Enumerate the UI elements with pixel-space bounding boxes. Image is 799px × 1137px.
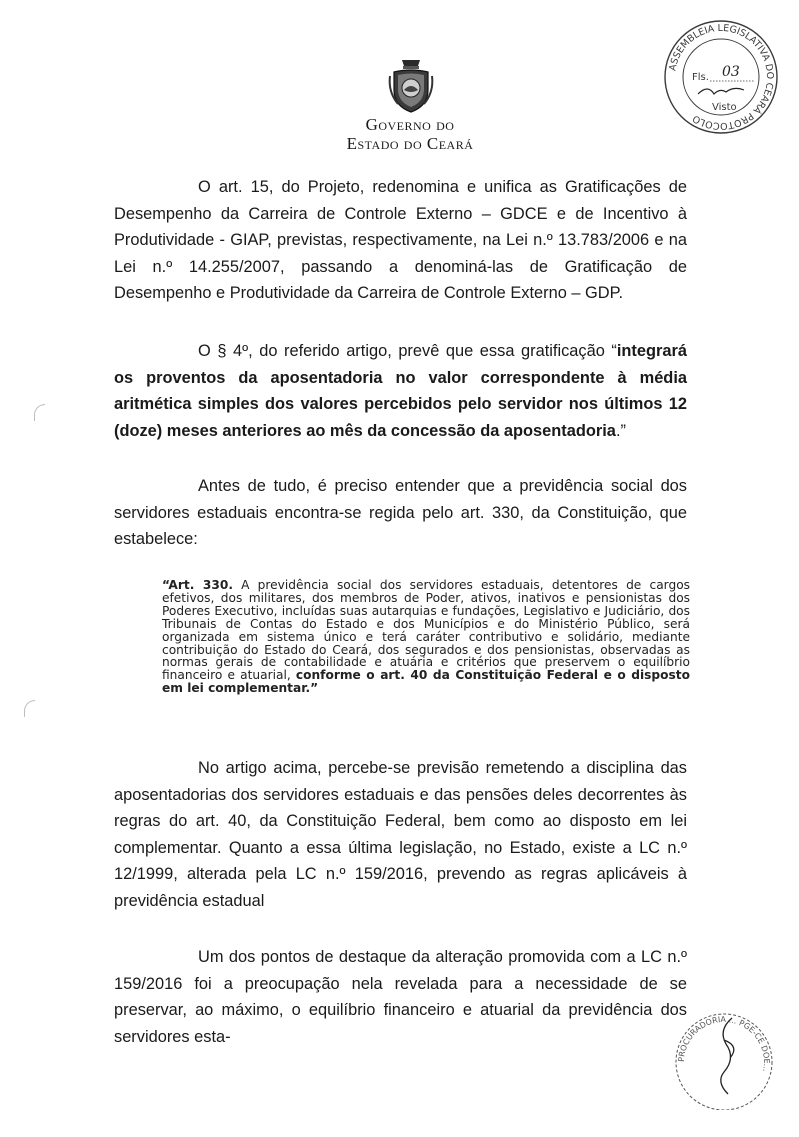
stamp-bottom-ring-text: PROCURADORIA ... PGE-CE DOE... — [676, 1014, 772, 1073]
quote-bold-text: conforme o art. 40 da Constituição Federal e o disposto em lei complementar.” — [162, 668, 690, 696]
paragraph-1-text: O art. 15, do Projeto, redenomina e unifica as Gratificações de Desempenho da Carreira de Controle Externo – GDCE e de Incentivo à Produtividade - GIAP, previstas, respectivamente, na Lei n.º 13.783/2006 e na Lei n.º 14.255/2007, passando a denominá-las de Gratificação de Desempenho e Produtividade da Carreira de Controle Externo – GDP. — [114, 178, 687, 302]
paragraph-2-end: .” — [615, 421, 626, 440]
quote-text: A previdência social dos servidores estaduais, detentores de cargos efetivos, dos militares, dos membros de Poder, ativos, inativos e pensionistas dos Poderes Executivo, incluídas suas autarquias e fundações, Legislativo e Judiciário, dos Tribunais de Contas do Estado e dos Municípios e do Ministério Público, será organizada em sistema único e terá caráter contributivo e solidário, mediante contribuição do Estado do Ceará, dos segurados e dos pensionistas, observadas as normas gerais de contabilidade e atuária e critérios que preservem o equilíbrio financeiro e atuarial, — [162, 578, 690, 683]
scan-mark — [24, 700, 35, 717]
stamp-visto-label: Visto — [712, 102, 737, 113]
constitution-quote — [162, 579, 690, 695]
paragraph-1 — [114, 174, 687, 307]
paragraph-2-bold: integrará os proventos da aposentadoria no valor correspondente à média aritmética simples dos valores percebidos pelo servidor nos últimos 12 (doze) meses anteriores ao mês da concessão da aposentadoria — [114, 342, 687, 440]
government-title-line1: Governo do — [365, 115, 455, 134]
signature-icon — [698, 88, 744, 94]
paragraph-5 — [114, 944, 687, 1050]
government-title-line2: Estado do Ceará — [346, 134, 474, 153]
paragraph-2 — [114, 338, 687, 444]
paragraph-3-text: Antes de tudo, é preciso entender que a previdência social dos servidores estaduais encontra-se regida pelo art. 330, da Constituição, que estabelece: — [114, 477, 687, 548]
signature-icon — [721, 1018, 734, 1094]
quote-label: “Art. 330. — [162, 578, 233, 592]
stamp-fls-value: 03 — [722, 64, 740, 80]
paragraph-2-start: O § 4º, do referido artigo, prevê que essa gratificação “ — [198, 342, 617, 360]
coat-of-arms-icon — [388, 56, 434, 114]
paragraph-4 — [114, 755, 687, 914]
paragraph-5-text: Um dos pontos de destaque da alteração promovida com a LC n.º 159/2016 foi a preocupação nela revelada para a necessidade de se preservar, ao máximo, o equilíbrio financeiro e atuarial da previdência dos servidores esta- — [114, 948, 687, 1046]
paragraph-4-text: No artigo acima, percebe-se previsão remetendo a disciplina das aposentadorias dos servidores estaduais e das pensões deles decorrentes às regras do art. 40, da Constituição Federal, bem como ao disposto em lei complementar. Quanto a essa última legislação, no Estado, existe a LC n.º 12/1999, alterada pela LC n.º 159/2016, prevendo as regras aplicáveis à previdência estadual — [114, 759, 687, 910]
scan-mark — [34, 404, 45, 421]
procuradoria-stamp — [666, 1010, 782, 1110]
stamp-ring-text: ASSEMBLEIA LEGISLATIVA DO CEARÁ PROTOCOLO — [667, 22, 776, 132]
protocol-stamp — [662, 18, 780, 136]
paragraph-3 — [114, 473, 687, 553]
stamp-fls-label: Fls. — [692, 72, 709, 83]
